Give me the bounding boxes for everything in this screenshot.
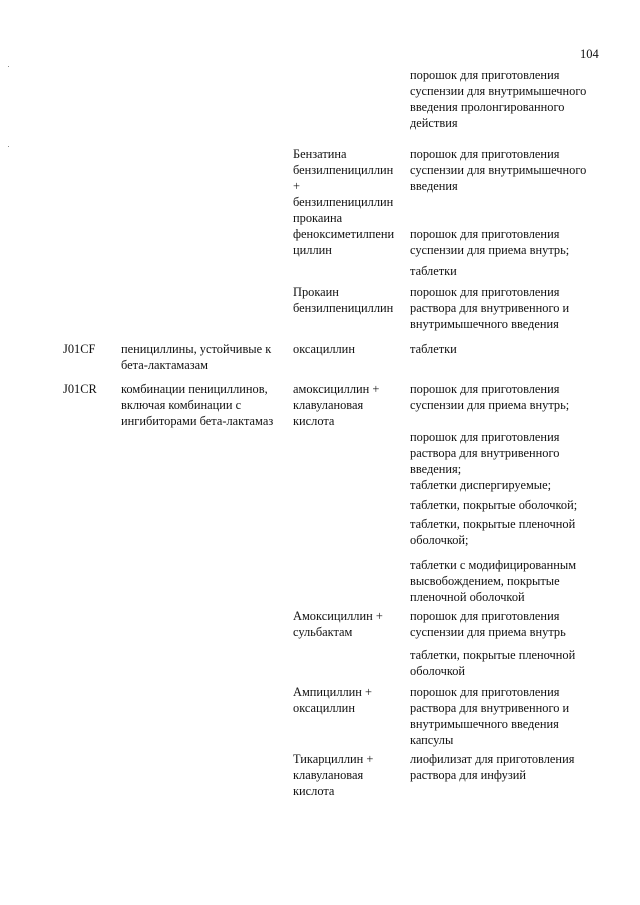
dosage-form-cell: порошок для приготовления раствора для внутривенного и внутримышечного введения xyxy=(410,285,570,331)
dosage-form-cell: порошок для приготовления суспензии для внутримышечного введения пролонгированного действия xyxy=(410,68,587,130)
drug-name-cell: Бензатина бензилпенициллин + бензилпенициллин прокаина xyxy=(293,147,394,225)
scan-speck xyxy=(8,146,9,147)
dosage-form-cell: таблетки диспергируемые; xyxy=(410,478,552,492)
page-number: 104 xyxy=(580,47,599,61)
atc-code-cell: J01CF xyxy=(63,342,96,356)
atc-group-cell: пенициллины, устойчивые к бета-лактамазам xyxy=(121,342,272,372)
dosage-form-cell: таблетки xyxy=(410,264,457,278)
dosage-form-cell: таблетки, покрытые пленочной оболочкой; xyxy=(410,517,576,547)
dosage-form-cell: порошок для приготовления раствора для внутривенного и внутримышечного введения капсулы xyxy=(410,685,570,747)
drug-name-cell: Ампициллин + оксациллин xyxy=(293,685,373,715)
scan-speck xyxy=(8,66,9,67)
dosage-form-cell: порошок для приготовления суспензии для приема внутрь; xyxy=(410,382,570,412)
atc-code-cell: J01CR xyxy=(63,382,97,396)
drug-name-cell: Тикарциллин + клавулановая кислота xyxy=(293,752,374,798)
drug-name-cell: оксациллин xyxy=(293,342,355,356)
dosage-form-cell: порошок для приготовления суспензии для приема внутрь xyxy=(410,609,566,639)
dosage-form-cell: таблетки с модифицированным высвобождением, покрытые пленочной оболочкой xyxy=(410,558,577,604)
dosage-form-cell: таблетки xyxy=(410,342,457,356)
dosage-form-cell: порошок для приготовления суспензии для внутримышечного введения xyxy=(410,147,587,193)
dosage-form-cell: лиофилизат для приготовления раствора для инфузий xyxy=(410,752,575,782)
drug-name-cell: Амоксициллин + сульбактам xyxy=(293,609,383,639)
dosage-form-cell: порошок для приготовления суспензии для приема внутрь; xyxy=(410,227,570,257)
atc-group-cell: комбинации пенициллинов, включая комбинации с ингибиторами бета-лактамаз xyxy=(121,382,274,428)
dosage-form-cell: порошок для приготовления раствора для внутривенного введения; xyxy=(410,430,560,476)
drug-name-cell: феноксиметилпени циллин xyxy=(293,227,395,257)
dosage-form-cell: таблетки, покрытые пленочной оболочкой xyxy=(410,648,576,678)
drug-name-cell: Прокаин бензилпенициллин xyxy=(293,285,394,315)
dosage-form-cell: таблетки, покрытые оболочкой; xyxy=(410,498,578,512)
drug-name-cell: амоксициллин + клавулановая кислота xyxy=(293,382,380,428)
